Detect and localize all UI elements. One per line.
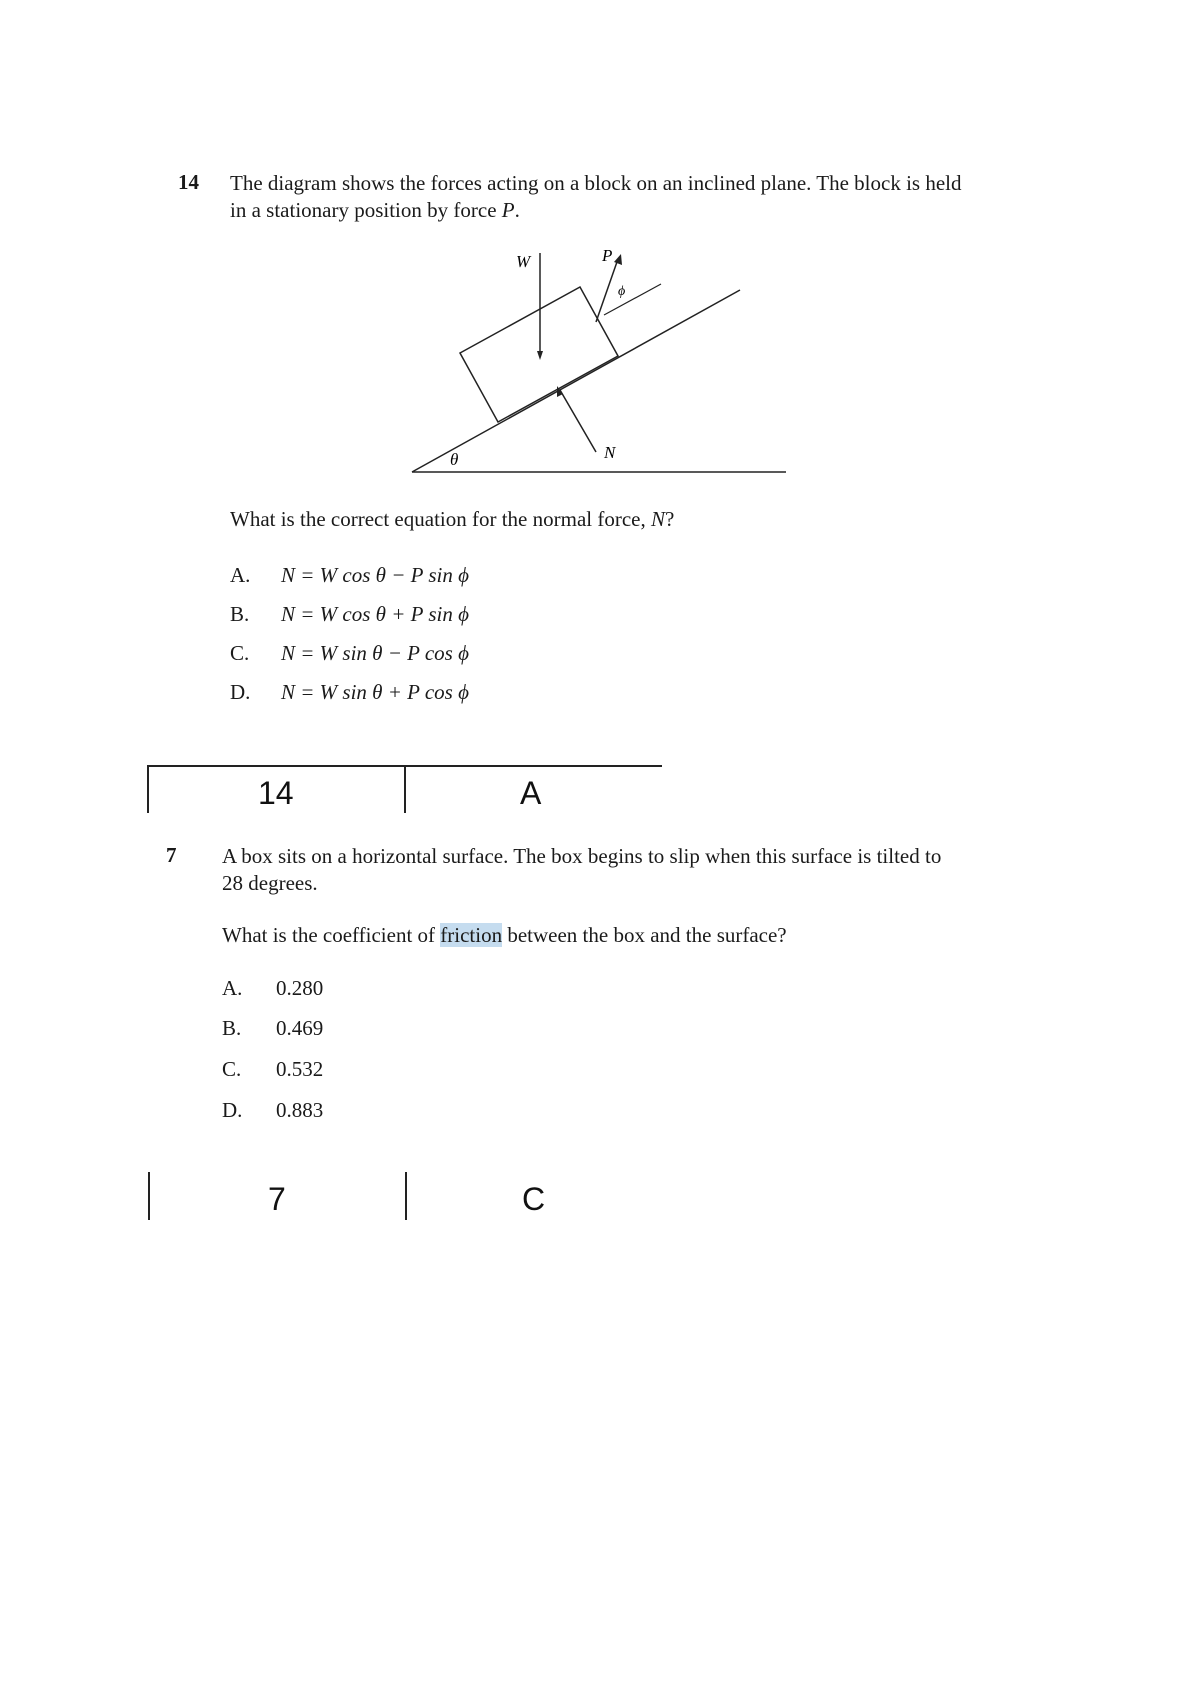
prompt-variable: N [650,507,665,531]
answer-table-14-divider [404,765,406,813]
q7-option-b-value[interactable]: 0.469 [276,1016,324,1040]
q7-option-d-letter: D. [222,1098,243,1122]
question-14-number: 14 [178,170,199,194]
p-arrowhead [614,254,622,265]
answer-table-7-left-border [148,1172,150,1220]
q7-option-c-value[interactable]: 0.532 [276,1057,324,1081]
question-14-stem-line1: The diagram shows the forces acting on a block on an inclined plane. The block is held [230,171,962,195]
question-14-stem-line2 [230,197,1050,224]
q7-option-c-letter: C. [222,1057,242,1081]
q7-option-b-letter: B. [222,1016,242,1040]
highlighted-word[interactable]: friction [440,923,503,947]
label-phi: ϕ [618,284,626,299]
incline-line [412,290,740,472]
q14-option-c-letter: C. [230,641,250,665]
question-7-number: 7 [166,843,177,867]
question-7-stem-line1: A box sits on a horizontal surface. The box begins to slip when this surface is tilted to [222,844,942,868]
answer-7-letter: C [522,1181,546,1217]
label-p: P [602,246,613,265]
prompt-text: What is the coefficient of [222,923,441,947]
prompt-text: What is the correct equation for the normal force, [230,507,651,531]
answer-7-question-number: 7 [268,1181,286,1217]
q7-option-a-value[interactable]: 0.280 [276,976,324,1000]
prompt-text-end: between the box and the surface? [502,923,787,947]
question-7-stem-line2: 28 degrees. [222,871,318,895]
question-14-stem [230,170,1050,224]
q14-option-c-text[interactable]: N = W sin θ − P cos ϕ [281,641,469,665]
label-w: W [516,252,531,271]
stem-variable: P [501,198,515,222]
stem-text: in a stationary position by force [230,198,502,222]
answer-14-letter: A [520,775,542,811]
q7-option-a-letter: A. [222,976,243,1000]
q7-option-d-value[interactable]: 0.883 [276,1098,324,1122]
label-n: N [604,443,616,462]
answer-table-7-divider [405,1172,407,1220]
stem-text-end: . [514,198,520,222]
question-7-stem [222,843,1072,897]
answer-table-14-left-border [147,765,149,813]
q14-option-d-text[interactable]: N = W sin θ + P cos ϕ [281,680,469,704]
prompt-text-end: ? [665,507,675,531]
question-14-prompt [230,506,674,533]
answer-14-question-number: 14 [258,775,294,811]
label-theta: θ [450,450,459,469]
q14-option-b-letter: B. [230,602,250,626]
p-arrow [596,259,618,322]
q14-option-b-text[interactable]: N = W cos θ + P sin ϕ [281,602,469,626]
inclined-plane-diagram [400,245,800,480]
phi-reference-line [604,284,661,315]
q14-option-a-text[interactable]: N = W cos θ − P sin ϕ [281,563,469,587]
normal-arrow [560,390,596,452]
q14-option-d-letter: D. [230,680,251,704]
question-7-prompt [222,922,787,949]
weight-arrowhead [537,351,543,360]
q14-option-a-letter: A. [230,563,251,587]
